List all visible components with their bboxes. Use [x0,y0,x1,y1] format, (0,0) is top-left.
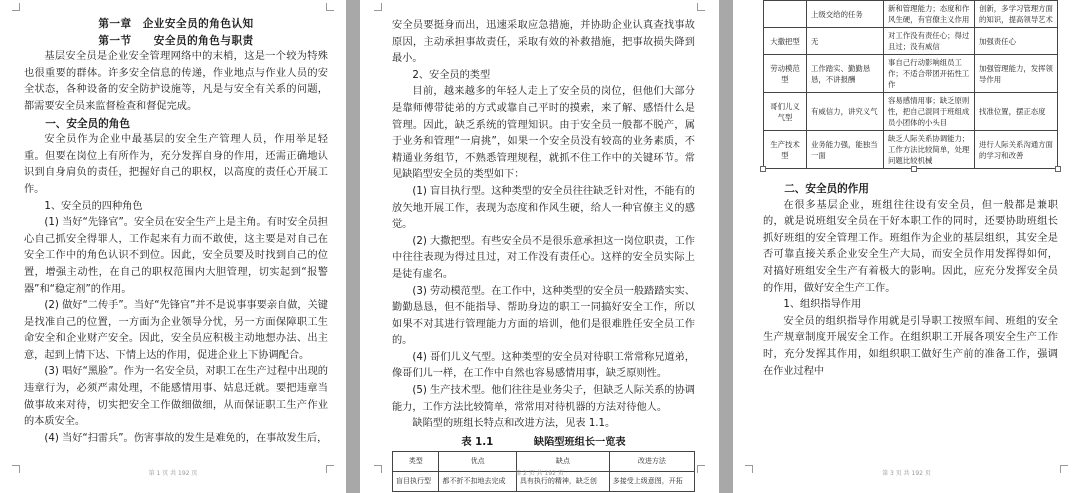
subheading: 1、组织指导作用 [783,299,862,311]
crop-mark [697,3,705,11]
paragraph: 基层安全员是企业安全管理网络中的末梢，这是一个较为特殊也很重要的群体。许多安全信息的传递，作业地点与作业人员的安全状态，各种设备的安全防护设施等，凡是与安全有关系的问题，都需要安全员来监督检查和督促完成。 [24,51,328,112]
table-cell: 有威信力，讲究义气 [807,93,884,131]
table-row [764,1,1058,28]
page-footer: 第 3 页 共 192 页 [882,470,931,477]
crop-mark [326,465,334,473]
page-2-content [392,18,695,492]
chapter-title: 第一章 企业安全员的角色认知 [98,18,254,30]
table-header-cell: 改进方法 [609,452,694,472]
list-item: (1) 盲目执行型。这种类型的安全员往往缺乏针对性，不能有的放矢地开展工作，表现为态度和作风生硬，给人一种官僚主义的感觉。 [392,185,695,231]
paragraph: 目前，越来越多的年轻人走上了安全员的岗位，但他们大部分是靠师傅带徒弟的方式或靠自己平时的摸索，来了解、感悟什么是管理。因此，缺乏系统的管理知识。由于安全员一般都不脱产，属于业务和管理“一肩挑”，如果一个安全员没有较高的业务素质，不精通业务组节，不熟悉管理规程，就抓不住工作中的关键环节。常见缺陷型安全员的类型如下： [392,86,695,181]
crop-mark [697,465,705,473]
table-cell: 都不折不扣地去完成 [439,472,516,492]
list-item: (4) 哥们儿义气型。这种类型的安全员对待职工常常称兄道弟，像哥们儿一样，在工作中自然也容易感情用事，缺乏原则性。 [392,351,695,380]
table-row [764,93,1058,131]
page-footer: 第 2 页 共 192 页 [515,470,564,477]
document-page-3 [733,0,1080,493]
heading: 一、安全员的角色 [45,117,130,130]
list-item: (2) 做好“二传手”。当好“先锋官”并不是说事事要亲自做，关键是找准自己的位置，一方面为企业领导分忧，另一方面保障职工生命安全和企业财产安全。因此，安全员应积极主动地想办法、出主意，起到上情下达、下情上达的作用，促进企业上下协调配合。 [24,300,328,361]
list-item: (3) 劳动模范型。在工作中，这种类型的安全员一般踏踏实实、勤勤恳恳，但不能指导、帮助身边的职工一同搞好安全工作，所以如果不对其进行管理能力方面的培训，他们是很难胜任安全员工作的。 [392,285,695,347]
table-cell: 容易感情用事；缺乏原则性，把自己混同于班组成员小团体的小头目 [884,93,975,131]
paragraph: 安全员作为企业中最基层的安全生产管理人员，作用举足轻重。但要在岗位上有所作为，充分发挥自身的作用，还需正确地认识到自身肩负的责任，把握好自己的职权，以高度的责任心开展工作。 [24,134,328,195]
table-caption: 表 1.1 缺陷型班组长一览表 [461,436,626,448]
resize-handle[interactable] [911,166,917,172]
table-cell: 新和管理能力；态度和作风生硬，有官僚主义作用 [884,1,975,28]
heading: 二、安全员的作用 [784,183,869,195]
resize-handle[interactable] [1055,166,1061,172]
table-cell: 多接受上级意图，开拓 [609,472,694,492]
list-item: (1) 当好“先锋官”。安全员在安全生产上是主角。有时安全员担心自己抓安全得罪人，工作起来有力而不敢使，这主要是对自己在安全工作中的角色认识不到位。因此，安全员要及时找到自己的位置，增强主动性，在自己的职权范围内大胆管理，切实起到“报警器”和“稳定剂”的作用。 [24,217,328,295]
table-cell: 加强管理能力，发挥领导作用 [975,55,1058,93]
table-cell: 对工作没有责任心；得过且过；没有威信 [884,28,975,55]
defect-type-table-continued [763,0,1058,169]
list-item: (5) 生产技术型。他们往往是业务尖子，但缺乏人际关系的协调能力，工作方法比较简单，常常用对待机器的方法对待他人。 [392,385,695,413]
crop-mark [374,3,382,11]
table-cell: 上级交给的任务 [807,1,884,28]
table-cell: 无 [807,28,884,55]
table-cell: 劳动模范型 [764,55,807,93]
table-cell: 找准位置，摆正态度 [975,93,1058,131]
table-header-cell: 缺点 [516,452,609,472]
paragraph: 在很多基层企业，班组往往设有安全员，但一般都是兼职的，就是说班组安全员在干好本职工作的同时，还要协助班组长抓好班组的安全管理工作。班组作为企业的基层组织，其安全是否可靠直接关系企业安全生产大局，而安全员作用发挥得如何，对搞好班组安全生产有着极大的影响。因此，应充分发挥安全员的作用，做好安全生产工作。 [763,199,1058,294]
page-3-content [763,0,1058,380]
table-cell: 具有执行的精神，缺乏创 [516,472,609,492]
table-cell: 生产技术型 [764,131,807,169]
table-header-cell: 优点 [439,452,516,472]
table-cell: 创新，多学习管理方面的知识，提高领导艺术 [975,1,1058,28]
crop-mark [374,465,382,473]
document-page-1 [0,0,346,493]
table-intro: 缺陷型的班组长特点和改进方法，见表 1.1。 [412,418,616,430]
crop-mark [326,3,334,11]
subheading: 2、安全员的类型 [412,69,491,81]
page-1-content [24,16,328,447]
table-cell: 进行人际关系沟通方面的学习和改善 [975,131,1058,169]
page-footer: 第 1 页 共 192 页 [148,470,198,477]
paragraph: 安全员要挺身而出，迅速采取应急措施，并协助企业认真查找事故原因，主动承担事故责任，采取有效的补救措施，把事故损失降到最小。 [392,20,695,65]
section-title: 第一节 安全员的角色与职责 [98,34,254,47]
table-cell: 哥们儿义气型 [764,93,807,131]
crop-mark [12,465,20,473]
table-cell: 缺乏人际关系协调能力；工作方法比较简单，处理问题比较机械 [884,131,975,169]
paragraph: 安全员的组织指导作用就是引导职工按照车间、班组的安全生产规章制度开展安全工作。在组织职工开展各项安全生产工作时，充分发挥其作用，如组织职工做好生产前的准备工作，强调在作业过程中 [763,315,1058,377]
subheading: 1、安全员的四种角色 [44,200,143,212]
table-cell: 业务能力强，能独当一面 [807,131,884,169]
table-cell: 事自己行动影响组员工作；不适合带团开拓性工作 [884,55,975,93]
crop-mark [745,465,753,473]
table-row [764,55,1058,93]
table-cell [764,1,807,28]
list-item: (4) 当好“扫雷兵”。伤害事故的发生是难免的，在事故发生后， [44,432,328,444]
list-item: (2) 大撒把型。有些安全员不是很乐意承担这一岗位职责，工作中往往表现为得过且过，对工作没有责任心。这样的安全员实际上是徒有虚名。 [392,235,695,280]
table-row [764,131,1058,169]
table-cell: 大撒把型 [764,28,807,55]
crop-mark [1060,465,1068,473]
document-page-2 [360,0,719,493]
crop-mark [12,3,20,11]
table-cell: 工作踏实、勤勤恳恳，不讲报酬 [807,55,884,93]
list-item: (3) 唱好“黑脸”。作为一名安全员，对职工在生产过程中出现的违章行为，必须严肃处理，不能感情用事、姑息迁就。要把违章当做事故来对待，切实把安全工作做细做细，从而保证职工生产作业的本质安全。 [24,366,328,428]
table-header-cell: 类型 [393,452,439,472]
table-continuation[interactable] [763,0,1058,169]
resize-handle[interactable] [760,166,766,172]
table-cell: 盲目执行型 [393,472,439,492]
table-row [764,28,1058,55]
table-cell: 加强责任心 [975,28,1058,55]
